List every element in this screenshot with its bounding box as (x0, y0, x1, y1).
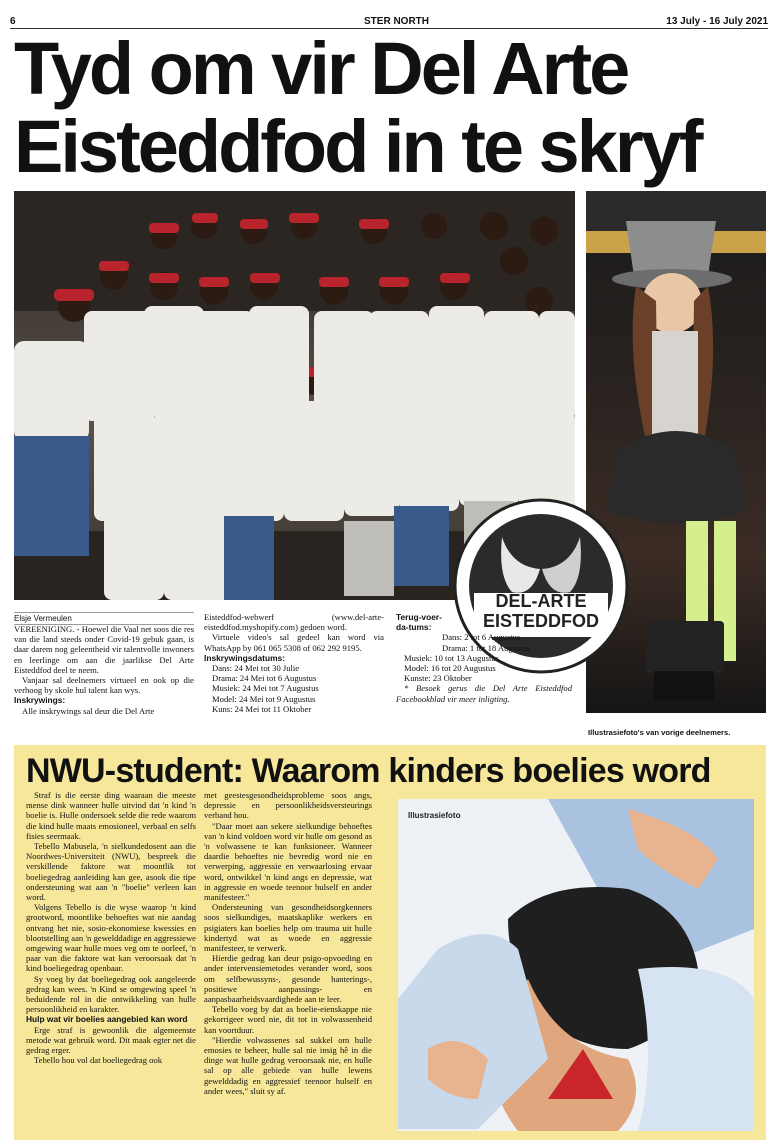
headline-line-2: Eisteddfod in te skryf (14, 105, 701, 188)
bullying-illustration (398, 799, 754, 1131)
byline: Elsje Vermeulen (14, 612, 194, 625)
issue-dates: 13 July - 16 July 2021 (666, 16, 768, 27)
illustration-label: Illustrasiefoto (408, 811, 461, 820)
article2-headline: NWU-student: Waarom kinders boelies word (26, 752, 711, 790)
article2-col2 (204, 790, 372, 1096)
feedback-dance: Dans: 2 tot 6 Augustus (442, 632, 521, 643)
article1-para-1: VEREENIGING. - Hoewel die Vaal net soos die res van die land steeds onder Covid-19 gebuk gaan, is daar darem nog geleentheid vir talentvolle inwoners en leerlinge om aan die jaarlikse Del Arte Eisteddfod deel te neem. (14, 624, 194, 675)
article2-para-4: Sy voeg by dat boeliegedrag ook aangeleerde gedrag kan wees. 'n Kind se omgewing speel 'n beduidende rol in die ontwikkeling van hulle persoonlikheid en karakter. (26, 973, 196, 1015)
publication-name: STER NORTH (364, 16, 429, 27)
feedback-art: Kunste: 23 Oktober (404, 673, 472, 684)
article2-para-2: Tebello Mabusela, 'n sielkundedosent aan die Noordwes-Universiteit (NWU), bespreek die verskillende faktore wat moontlik tot boeliegedrag aanleiding kan gee, asook die tipe ondersteuning wat aan 'n "boelie" verleen kan word. (26, 841, 196, 903)
date-drama: Drama: 24 Mei tot 6 Augustus (212, 673, 317, 684)
page-number: 6 (10, 16, 16, 27)
logo-line-2: EISTEDDFOD (482, 611, 599, 631)
main-headline (14, 27, 774, 188)
article2-col2-para-6: "Hierdie volwassenes sal sukkel om hulle emosies te beheer, hulle sal nie insig hê in die dinge wat hulle gedrag veroorsaak nie, en hulle sal op alle gebiede van hulle lewens gewelddadig en aggressief teenoor hulself en ander wees," sluit sy af. (204, 1034, 372, 1096)
article2-para-1: Straf is die eerste ding waaraan die meeste mense dink wanneer hulle uitvind dat 'n kind 'n boelie is. Hulle ondersoek selde die rede waarom die kind hulle maats emosioneel, verbaal en selfs fisies seermaak. (26, 790, 196, 841)
article2-para-3: Volgens Tebello is die wyse waarop 'n kind grootword, moontlike behoeftes wat nie aandag ontvang het nie, sosio-ekonomiese kwessies en blootstelling aan 'n gewelddadige en aggressiewe omgewing waar hulle moes veg om te oorleef, 'n paar van die faktore wat kan veroorsaak dat 'n kind boeliegedrag openbaar. (26, 902, 196, 974)
article1-para-3: Alle inskrywings sal deur die Del Arte (22, 705, 155, 716)
feedback-music: Musiek: 10 tot 13 Augustus (404, 652, 500, 663)
article2-para-5: Erge straf is gewoonlik die algemeenste metode wat gebruik word. Dit maak egter net die gedrag erger. (26, 1024, 196, 1056)
article1-col2-para-2: Virtuele video's sal gedeel kan word via WhatsApp by 061 065 5308 of 062 292 9195. (204, 632, 384, 653)
feedback-model: Model: 16 tot 20 Augustus (404, 663, 496, 674)
date-art: Kuns: 24 Mei tot 11 Oktober (212, 703, 312, 714)
logo-line-1: DEL-ARTE (495, 591, 587, 611)
article1-subhead-dates: Inskrywingsdatums: (204, 652, 285, 663)
feedback-drama: Drama: 1 tot 18 Augustus (442, 642, 531, 653)
article1-col2-para-1: Eisteddfod-webwerf (www.del-arte-eisteddfod.myshopify.com) gedoen word. (204, 612, 384, 633)
article1-col2 (204, 612, 384, 714)
article1-col3 (396, 612, 572, 704)
article1-note: * Besoek gerus die Del Arte Eisteddfod Facebookblad vir meer inligting. (396, 683, 572, 704)
headline-line-1: Tyd om vir Del Arte (14, 27, 628, 110)
article1-subhead-entries: Inskrywings: (14, 695, 66, 706)
date-music: Musiek: 24 Mei tot 7 Augustus (212, 683, 319, 694)
article2-col1 (26, 790, 196, 1065)
article2-col2-para-3: Ondersteuning van gesondheidsorgkenners soos sielkundiges, maatskaplike werkers en psigiaters kan boelies help om trauma uit hulle kindertyd wat as woede en aggressie manifesteer, te verwerk. (204, 902, 372, 954)
article2-col2-para-4: Hierdie gedrag kan deur psigo-opvoeding en ander intervensiemetodes verander word, soos om selfbewussyns-, gesonde hanterings-, positiewe aanpassings- en aanpasbaarheidsvaardighede aan te leer. (204, 953, 372, 1005)
article2-col2-para-5: Tebello voeg by dat as boelie-eienskappe nie gekorrigeer word nie, dit tot in volwassenheid kan voortduur. (204, 1004, 372, 1035)
article2-para-6: Tebello hou vol dat boeliegedrag ook (34, 1055, 163, 1066)
date-model: Model: 24 Mei tot 9 Augustus (212, 693, 316, 704)
article2-col2-para-1: met geestesgesondheidsprobleme soos angs, depressie en persoonlikheidsversteurings verband hou. (204, 790, 372, 821)
article1-para-2: Vanjaar sal deelnemers virtueel en ook op die verhoog by skole hul talent kan wys. (14, 675, 194, 696)
article1-subhead-feedback: Terug-voer-da-tums: (396, 612, 442, 633)
date-dance: Dans: 24 Mei tot 30 Julie (212, 663, 300, 674)
article1-col1 (14, 624, 194, 716)
article2-col2-para-2: "Daar moet aan sekere sielkundige behoeftes van 'n kind voldoen word vir hulle om gesond as 'n volwassene te kan funksioneer. Wanneer daardie behoeftes nie bevredig word nie en verwerping, aggressie en verwaarlosing ervaar word, ontwikkel 'n kind angs en depressie, wat in aggressie en woede teenoor hulself en ander manifesteer." (204, 820, 372, 903)
illustration-caption: Illustrasiefoto's van vorige deelnemers. (588, 728, 731, 737)
bullying-illustration-art (398, 799, 754, 1131)
article2-subhead-help: Hulp wat vir boelies aangebied kan word (26, 1014, 188, 1025)
